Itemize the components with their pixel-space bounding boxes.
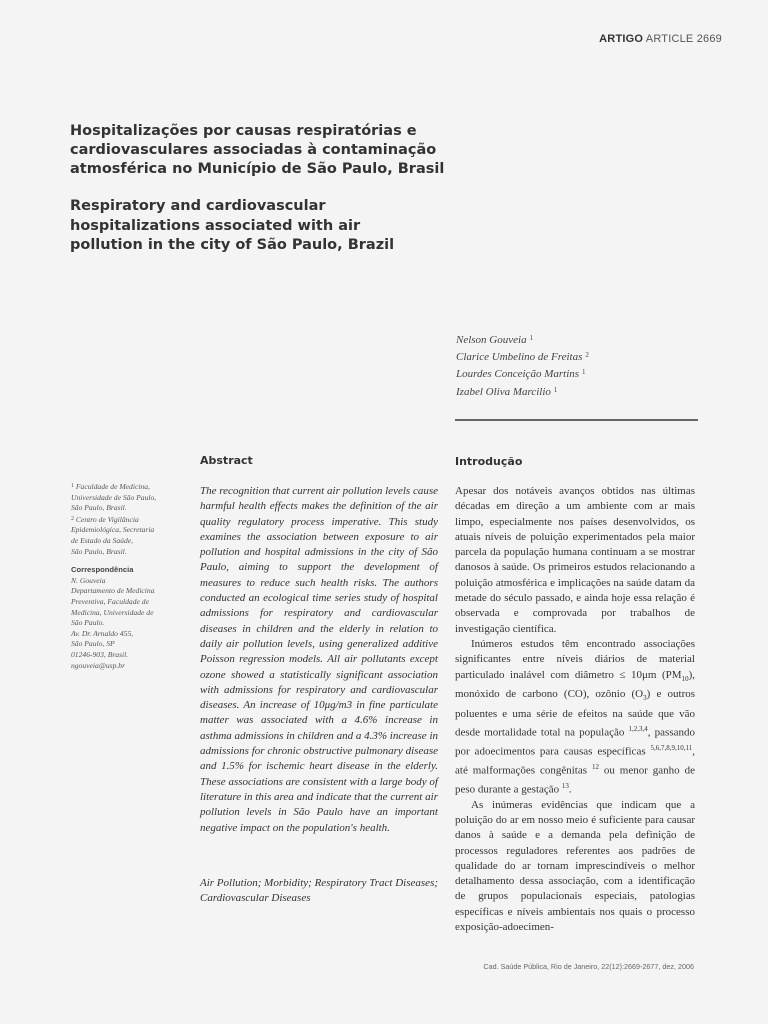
text-run: . — [568, 783, 572, 796]
correspondence-line: Medicina, Universidade de — [71, 607, 154, 617]
introduction-body — [455, 484, 695, 935]
author-divider — [455, 419, 698, 421]
correspondence-line: 01246-903, Brasil. — [71, 649, 129, 659]
page-number: 2669 — [696, 33, 722, 45]
citation: 12 — [591, 762, 599, 771]
correspondence-line: N. Gouveia — [71, 575, 106, 585]
affiliation-line: Faculdade de Medicina, — [75, 482, 150, 491]
correspondence-email[interactable]: ngouveia@usp.br — [71, 660, 126, 670]
affiliation-number: 2 — [71, 515, 74, 522]
author — [456, 348, 589, 365]
author-affiliation-mark: 1 — [553, 385, 558, 394]
correspondence-line: Av. Dr. Arnaldo 455, — [71, 628, 134, 638]
correspondence-line: São Paulo. — [71, 618, 105, 628]
author-affiliation-mark: 2 — [585, 351, 589, 360]
author — [456, 383, 589, 400]
affiliation-line: Epidemiológica, Secretaria — [71, 525, 155, 535]
author-name: Clarice Umbelino de Freitas — [456, 351, 583, 364]
affiliation — [71, 514, 181, 557]
journal-citation-footer: Cad. Saúde Pública, Rio de Janeiro, 22(12):2669-2677, dez, 2006 — [483, 962, 694, 971]
introduction-heading: Introdução — [455, 455, 523, 468]
intro-paragraph: Apesar dos notáveis avanços obtidos nas últimas décadas em direção a um ambiente com ar mais limpo, especialmente nos países desenvolvidos, os atuais níveis de poluição experimentados pela maior parcela da população humana continuam a se mostrar danosos à saúde. Os primeiros estudos relacionando a poluição atmosférica e implicações na saúde datam da metade do século passado, e ainda hoje essa relação é observada e comprovada por trabalhos de investigação científica. — [455, 485, 695, 635]
abstract-heading: Abstract — [200, 454, 253, 467]
affiliation-line: de Estado da Saúde, — [71, 535, 134, 545]
correspondence-heading: Correspondência — [71, 565, 134, 575]
citation: 1,2,3,4 — [628, 724, 648, 733]
author-name: Nelson Gouveia — [456, 334, 527, 346]
intro-paragraph — [455, 637, 695, 798]
title-english: Respiratory and cardiovascular hospitalizations associated with air pollution in the city of São Paulo, Brazil — [70, 198, 395, 253]
section-label-pt: ARTIGO — [599, 33, 644, 45]
text-run: , passando por adoecimentos para causas específicas — [455, 726, 696, 758]
correspondence-line: São Paulo, SP — [71, 639, 115, 649]
text-run: ) e outros poluentes e uma série de efeitos na saúde que vão desde mortalidade total na população — [455, 688, 696, 739]
citation: 5,6,7,8,9,10,11 — [650, 743, 693, 752]
keywords: Air Pollution; Morbidity; Respiratory Tract Diseases; Cardiovascular Diseases — [200, 877, 439, 905]
author-affiliation-mark: 1 — [529, 334, 534, 342]
affiliation-line: São Paulo, Brasil. — [71, 503, 127, 513]
author-name: Izabel Oliva Marcilio — [456, 385, 551, 398]
running-header — [599, 33, 722, 45]
affiliation-line: São Paulo, Brasil. — [71, 546, 127, 556]
text-run: ou menor ganho de peso durante a gestação — [455, 764, 695, 796]
abstract-text: The recognition that current air pollution levels cause harmful health effects makes the definition of the air quality regulatory process imperative. This study examines the association between exposure to air pollution and hospital admissions in the city of São Paulo, aiming to support the development of measures to reduce such health risks. The authors conducted an ecological time series study of hospital admissions for respiratory and cardiovascular diseases in children and the elderly in relation to daily air pollution levels, using generalized additive Poisson regression models. All air pollutants except ozone showed a statistically significant association with admissions for respiratory and cardiovascular diseases. An increase of 10μg/m3 in fine particulate matter was associated with a 4.6% increase in asthma admissions in children and a 4.3% increase in admissions for chronic obstructive pulmonary disease and 1.5% for ischemic heart disease in the elderly. These associations are consistent with a large body of literature in this area and indicate that the current air pollution levels in São Paulo have an important negative impact on the population's health. — [200, 485, 438, 834]
affiliation-line: Centro de Vigilância — [75, 514, 139, 524]
section-label-en: ARTICLE — [645, 33, 694, 45]
correspondence-line: Preventiva, Faculdade de — [71, 596, 149, 606]
author-name: Lourdes Conceição Martins — [456, 368, 580, 381]
citation: 13 — [561, 781, 569, 790]
author-list — [456, 331, 589, 400]
affiliation — [71, 481, 181, 514]
text-run: ), monóxido de carbono (CO), ozônio (O — [455, 668, 695, 701]
affiliations-sidebar — [71, 481, 181, 671]
text-run: , até malformações congênitas — [455, 745, 695, 777]
correspondence-address — [71, 576, 181, 671]
author-affiliation-mark: 1 — [582, 368, 586, 377]
subscript: 10 — [681, 674, 689, 683]
title-portuguese: Hospitalizações por causas respiratórias e cardiovasculares associadas à contaminação atmosférica no Município de São Paulo, Brasil — [70, 123, 445, 177]
intro-paragraph: As inúmeras evidências que indicam que a poluição do ar em nosso meio é suficiente para causar danos à saúde e a demanda pela definição de processos reguladores referentes aos padrões de qualidade do ar tornam imprescindíveis o melhor detalhamento dessa associação, com a identificação de grupos populacionais especiais, patologias específicas e níveis ambientais nos quais o processo exposição-adoecimen- — [455, 798, 695, 934]
affiliation-number: 1 — [71, 483, 74, 489]
subscript: 3 — [643, 694, 647, 703]
author — [456, 331, 589, 348]
author — [456, 365, 589, 382]
correspondence-line: Departamento de Medicina — [71, 586, 155, 596]
affiliation-line: Universidade de São Paulo, — [71, 492, 157, 502]
text-run: Inúmeros estudos têm encontrado associações significantes entre níveis diários de material particulado inalável com diâmetro ≤ 10μm (PM — [455, 637, 695, 681]
